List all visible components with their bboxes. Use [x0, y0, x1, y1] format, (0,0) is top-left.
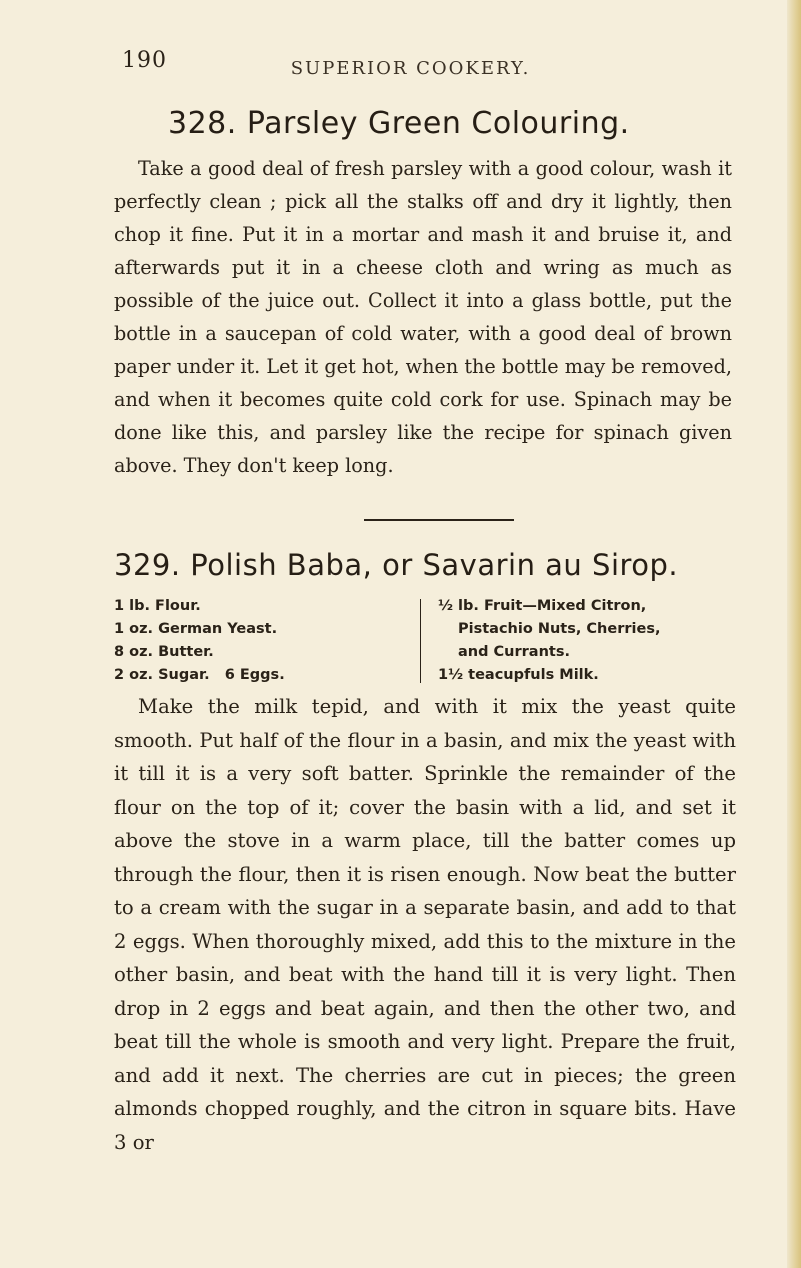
ingredients-left-column: [114, 595, 285, 687]
ingredients-right-column: [438, 595, 660, 687]
page-edge: [787, 0, 801, 1268]
ingredient-line: 8 oz. Butter.: [114, 644, 214, 660]
recipe-329-title: 329. Polish Baba, or Savarin au Sirop.: [114, 548, 679, 582]
recipe-328-title: 328. Parsley Green Colouring.: [168, 106, 630, 141]
recipe-329-body: Make the milk tepid, and with it mix the yeast quite smooth. Put half of the flour in a basin, and mix the yeast with it till it is a very soft batter. Sprinkle the remainder of the flour on the top of it; cover the basin with a lid, and set it above the stove in a warm place, till the batter comes up through the flour, then it is risen enough. Now beat the butter to a cream with the sugar in a separate basin, and add to that 2 eggs. When thoroughly mixed, add this to the mixture in the other basin, and beat with the hand till it is very light. Then drop in 2 eggs and beat again, and then the other two, and beat till the whole is smooth and very light. Prepare the fruit, and add it next. The cherries are cut in pieces; the green almonds chopped roughly, and the citron in square bits. Have 3 or: [114, 695, 736, 1154]
section-divider: [364, 519, 514, 521]
ingredient-line: ½ lb. Fruit—Mixed Citron,: [438, 598, 647, 614]
ingredient-line: 1 oz. German Yeast.: [114, 621, 278, 637]
page-number: 190: [122, 48, 167, 73]
ingredient-line: 1½ teacupfuls Milk.: [438, 667, 599, 683]
ingredient-line: 2 oz. Sugar. 6 Eggs.: [114, 667, 285, 683]
ingredient-line: and Currants.: [458, 644, 570, 660]
ingredients-list: [114, 595, 736, 687]
recipe-328-body: Take a good deal of fresh parsley with a good colour, wash it perfectly clean ; pick all the stalks off and dry it lightly, then chop it fine. Put it in a mortar and mash it and bruise it, and afterwards put it in a cheese cloth and wring as much as possible of the juice out. Collect it into a glass bottle, put the bottle in a saucepan of cold water, with a good deal of brown paper under it. Let it get hot, when the bottle may be removed, and when it becomes quite cold cork for use. Spinach may be done like this, and parsley like the recipe for spinach given above. They don't keep long.: [114, 157, 732, 477]
running-head: SUPERIOR COOKERY.: [290, 58, 531, 79]
ingredient-line: 1 lb. Flour.: [114, 598, 201, 614]
ingredients-separator: [420, 599, 421, 683]
ingredient-line: Pistachio Nuts, Cherries,: [458, 621, 661, 637]
